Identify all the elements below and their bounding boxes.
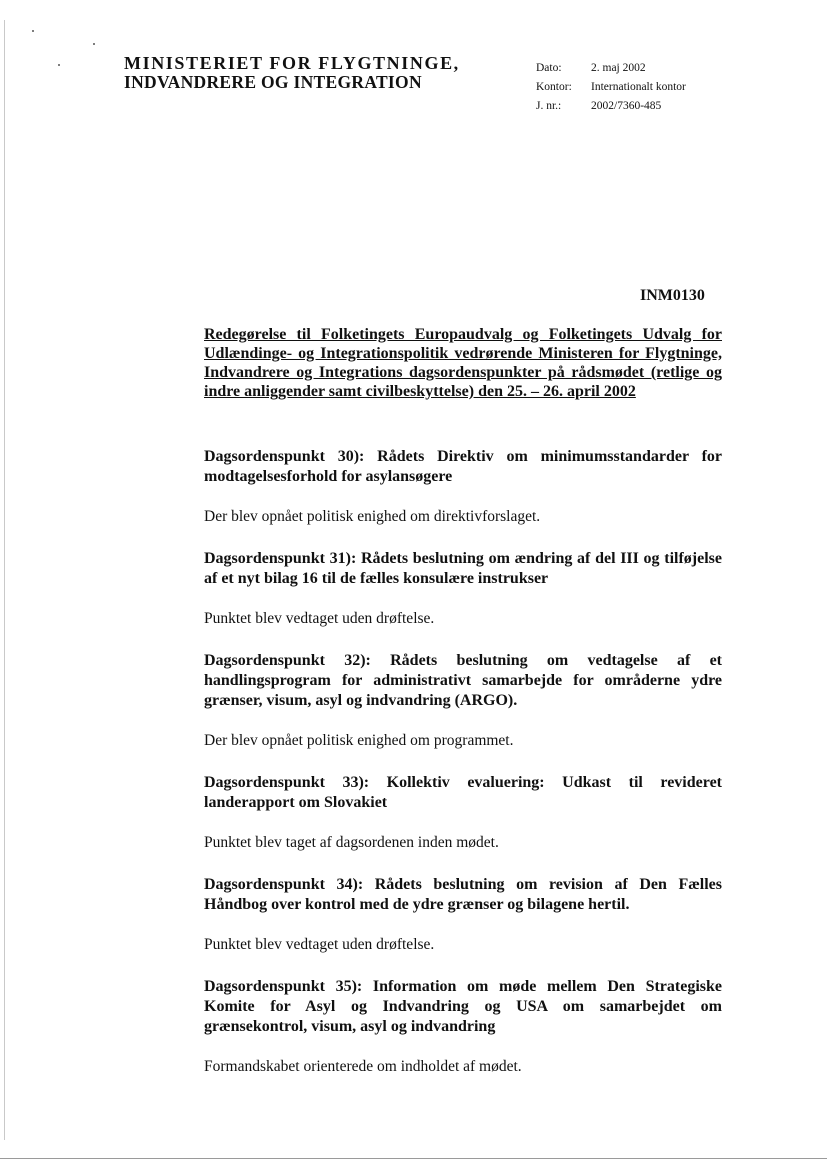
ministry-line-1: MINISTERIET FOR FLYGTNINGE, [124,53,460,73]
agenda-item-title: Dagsordenspunkt 35): Information om møde mellem Den Strategiske Komite for Asyl og Indvandring og USA om samarbejdet om grænsekontrol, visum, asyl og indvandring [204,978,722,1035]
agenda-item-outcome: Punktet blev taget af dagsordenen inden mødet. [204,834,499,851]
meta-label: J. nr.: [536,100,562,112]
scan-edge-left [4,20,5,1140]
meta-label: Dato: [536,62,562,74]
meta-row-date [536,59,686,78]
agenda-item-title: Dagsordenspunkt 30): Rådets Direktiv om minimumsstandarder for modtagelsesforhold for asylansøgere [204,448,722,485]
agenda-item-35 [204,977,722,1077]
agenda-item-outcome: Punktet blev vedtaget uden drøftelse. [204,936,435,953]
agenda-item-33 [204,773,722,853]
meta-value: Internationalt kontor [591,81,686,93]
document-body [204,325,722,1077]
scan-speck [93,43,95,45]
report-heading: Redegørelse til Folketingets Europaudvalg og Folketingets Udvalg for Udlændinge- og Integrationspolitik vedrørende Ministeren for Flygtninge, Indvandrere og Integrations dagsordenspunkter på rådsmødet (retlige og indre anliggender samt civilbeskyttelse) den 25. – 26. april 2002 [204,326,722,400]
agenda-item-outcome: Der blev opnået politisk enighed om programmet. [204,732,514,749]
agenda-item-31 [204,549,722,629]
ministry-line-2: INDVANDRERE OG INTEGRATION [124,72,422,92]
agenda-item-32 [204,651,722,751]
agenda-item-title: Dagsordenspunkt 31): Rådets beslutning om ændring af del III og tilføjelse af et nyt bilag 16 til de fælles konsulære instrukser [204,550,722,587]
agenda-item-title: Dagsordenspunkt 33): Kollektiv evaluering: Udkast til revideret landerapport om Slovakiet [204,774,722,811]
document-reference: INM0130 [640,287,705,304]
agenda-item-30 [204,447,722,527]
meta-label: Kontor: [536,81,572,93]
meta-row-journal [536,97,686,116]
scan-speck [58,64,60,66]
meta-value: 2. maj 2002 [591,62,646,74]
agenda-item-title: Dagsordenspunkt 32): Rådets beslutning om vedtagelse af et handlingsprogram for administrativt samarbejde for områderne ydre grænser, visum, asyl og indvandring (ARGO). [204,652,722,709]
agenda-item-outcome: Punktet blev vedtaget uden drøftelse. [204,610,435,627]
scan-speck [32,30,34,32]
agenda-item-34 [204,875,722,955]
ministry-name [124,54,460,92]
meta-row-office [536,78,686,97]
document-meta [536,59,686,116]
scan-edge-bottom [0,1158,827,1159]
agenda-item-title: Dagsordenspunkt 34): Rådets beslutning om revision af Den Fælles Håndbog over kontrol med de ydre grænser og bilagene hertil. [204,876,722,913]
agenda-item-outcome: Der blev opnået politisk enighed om direktivforslaget. [204,508,541,525]
agenda-item-outcome: Formandskabet orienterede om indholdet af mødet. [204,1058,522,1075]
meta-value: 2002/7360-485 [591,100,662,112]
